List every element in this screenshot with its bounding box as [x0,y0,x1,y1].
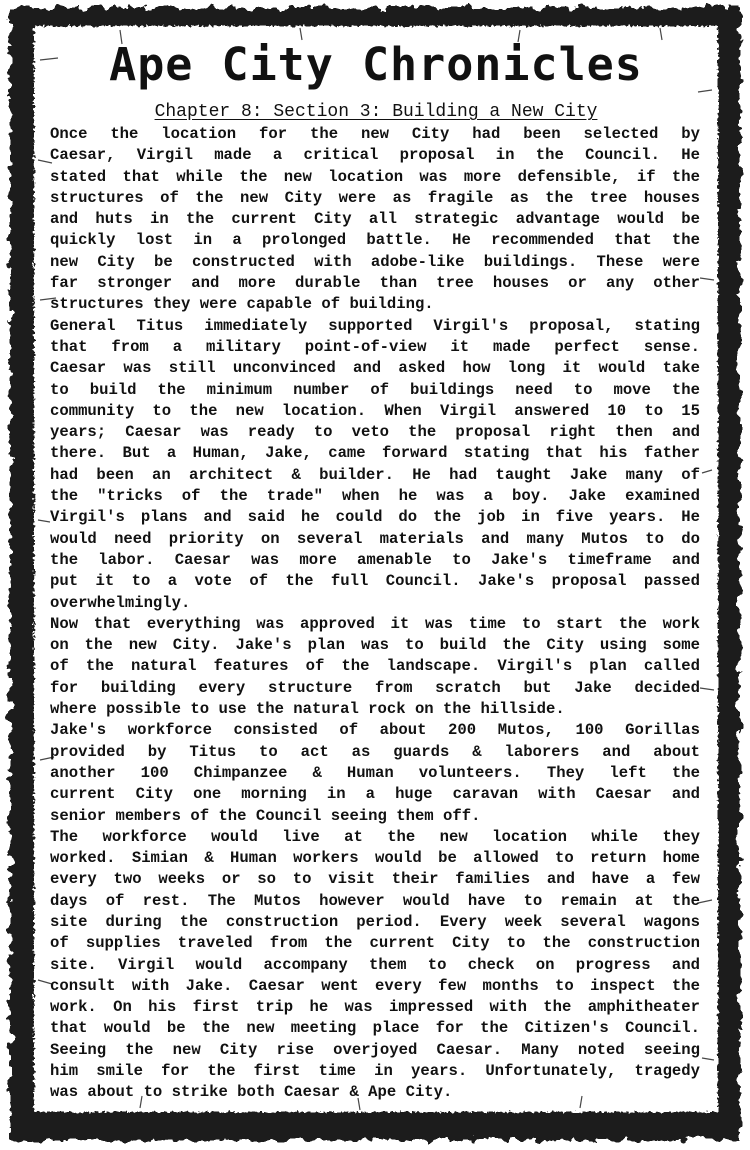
text-line: stated that while the new location was more defensible, if the [50,167,700,186]
text-line: every two weeks or so to visit their families and have a few [50,870,700,889]
text-line: the "tricks of the trade" when he was a boy. Jake examined [50,487,700,506]
text-line: another 100 Chimpanzee & Human volunteers. They left the [50,763,700,782]
text-line: consult with Jake. Caesar went every few months to inspect the [50,976,700,995]
text-line: overwhelmingly. [50,593,191,612]
text-line: put it to a vote of the full Council. Jake's proposal passed [50,572,700,591]
text-line: there. But a Human, Jake, came forward stating that his father [50,444,700,463]
text-line: was about to strike both Caesar & Ape City. [50,1083,453,1102]
text-line: would need priority on several materials and many Mutos to do [50,529,700,548]
text-line: of supplies traveled from the current City to the construction [50,934,700,953]
text-line: General Titus immediately supported Virgil's proposal, stating [50,316,700,335]
text-line: and huts in the current City all strategic advantage would be [50,210,700,229]
text-line: where possible to use the natural rock on the hillside. [50,700,565,719]
text-line: The workforce would live at the new location while they [50,827,700,846]
text-line: senior members of the Council seeing them off. [50,806,481,825]
chapter-heading: Chapter 8: Section 3: Building a New City [154,102,598,122]
text-line: of the natural features of the landscape. Virgil's plan called [50,657,700,676]
text-line: worked. Simian & Human workers would be allowed to return home [50,849,700,868]
text-line: provided by Titus to act as guards & laborers and about [50,742,700,761]
text-line: site during the construction period. Every week several wagons [50,912,700,931]
text-line: for building every structure from scratch but Jake decided [50,678,700,697]
text-line: current City one morning in a huge caravan with Caesar and [50,785,700,804]
text-line: work. On his first trip he was impressed with the amphitheater [50,998,700,1017]
text-line: new City be constructed with adobe-like buildings. These were [50,252,700,271]
text-line: him smile for the first time in years. Unfortunately, tragedy [50,1062,700,1081]
text-line: Seeing the new City rise overjoyed Caesar. Many noted seeing [50,1040,700,1059]
text-line: far stronger and more durable than tree houses or any other [50,274,700,293]
text-line: the labor. Caesar was more amenable to Jake's timeframe and [50,550,700,569]
text-line: structures they were capable of building. [50,295,434,314]
text-line: Caesar was still unconvinced and asked how long it would take [50,359,700,378]
paragraph-1 [50,124,700,316]
text-line: Caesar, Virgil made a critical proposal in the Council. He [50,146,700,165]
document-body [50,124,700,1104]
text-line: quickly lost in a prolonged battle. He recommended that the [50,231,700,250]
text-line: Jake's workforce consisted of about 200 Mutos, 100 Gorillas [50,721,700,740]
text-line: community to the new location. When Virgil answered 10 to 15 [50,401,700,420]
text-line: Virgil's plans and said he could do the job in five years. He [50,508,700,527]
paragraph-2 [50,316,700,614]
text-line: years; Caesar was ready to veto the proposal right then and [50,423,700,442]
paragraph-5 [50,827,700,1104]
text-line: Once the location for the new City had been selected by [50,125,700,143]
text-line: on the new City. Jake's plan was to build the City using some [50,636,700,655]
paragraph-4 [50,720,700,826]
text-line: that from a military point-of-view it made perfect sense. [50,337,700,356]
text-line: days of rest. The Mutos however would have to remain at the [50,891,700,910]
document-title: Ape City Chronicles [109,38,643,91]
text-line: structures of the new City were as fragile as the tree houses [50,188,700,207]
text-line: site. Virgil would accompany them to check on progress and [50,955,700,974]
text-line: that would be the new meeting place for the Citizen's Council. [50,1019,700,1038]
text-line: to build the minimum number of buildings need to move the [50,380,700,399]
text-line: Now that everything was approved it was time to start the work [50,614,700,633]
paragraph-3 [50,614,700,720]
text-line: had been an architect & builder. He had taught Jake many of [50,465,700,484]
